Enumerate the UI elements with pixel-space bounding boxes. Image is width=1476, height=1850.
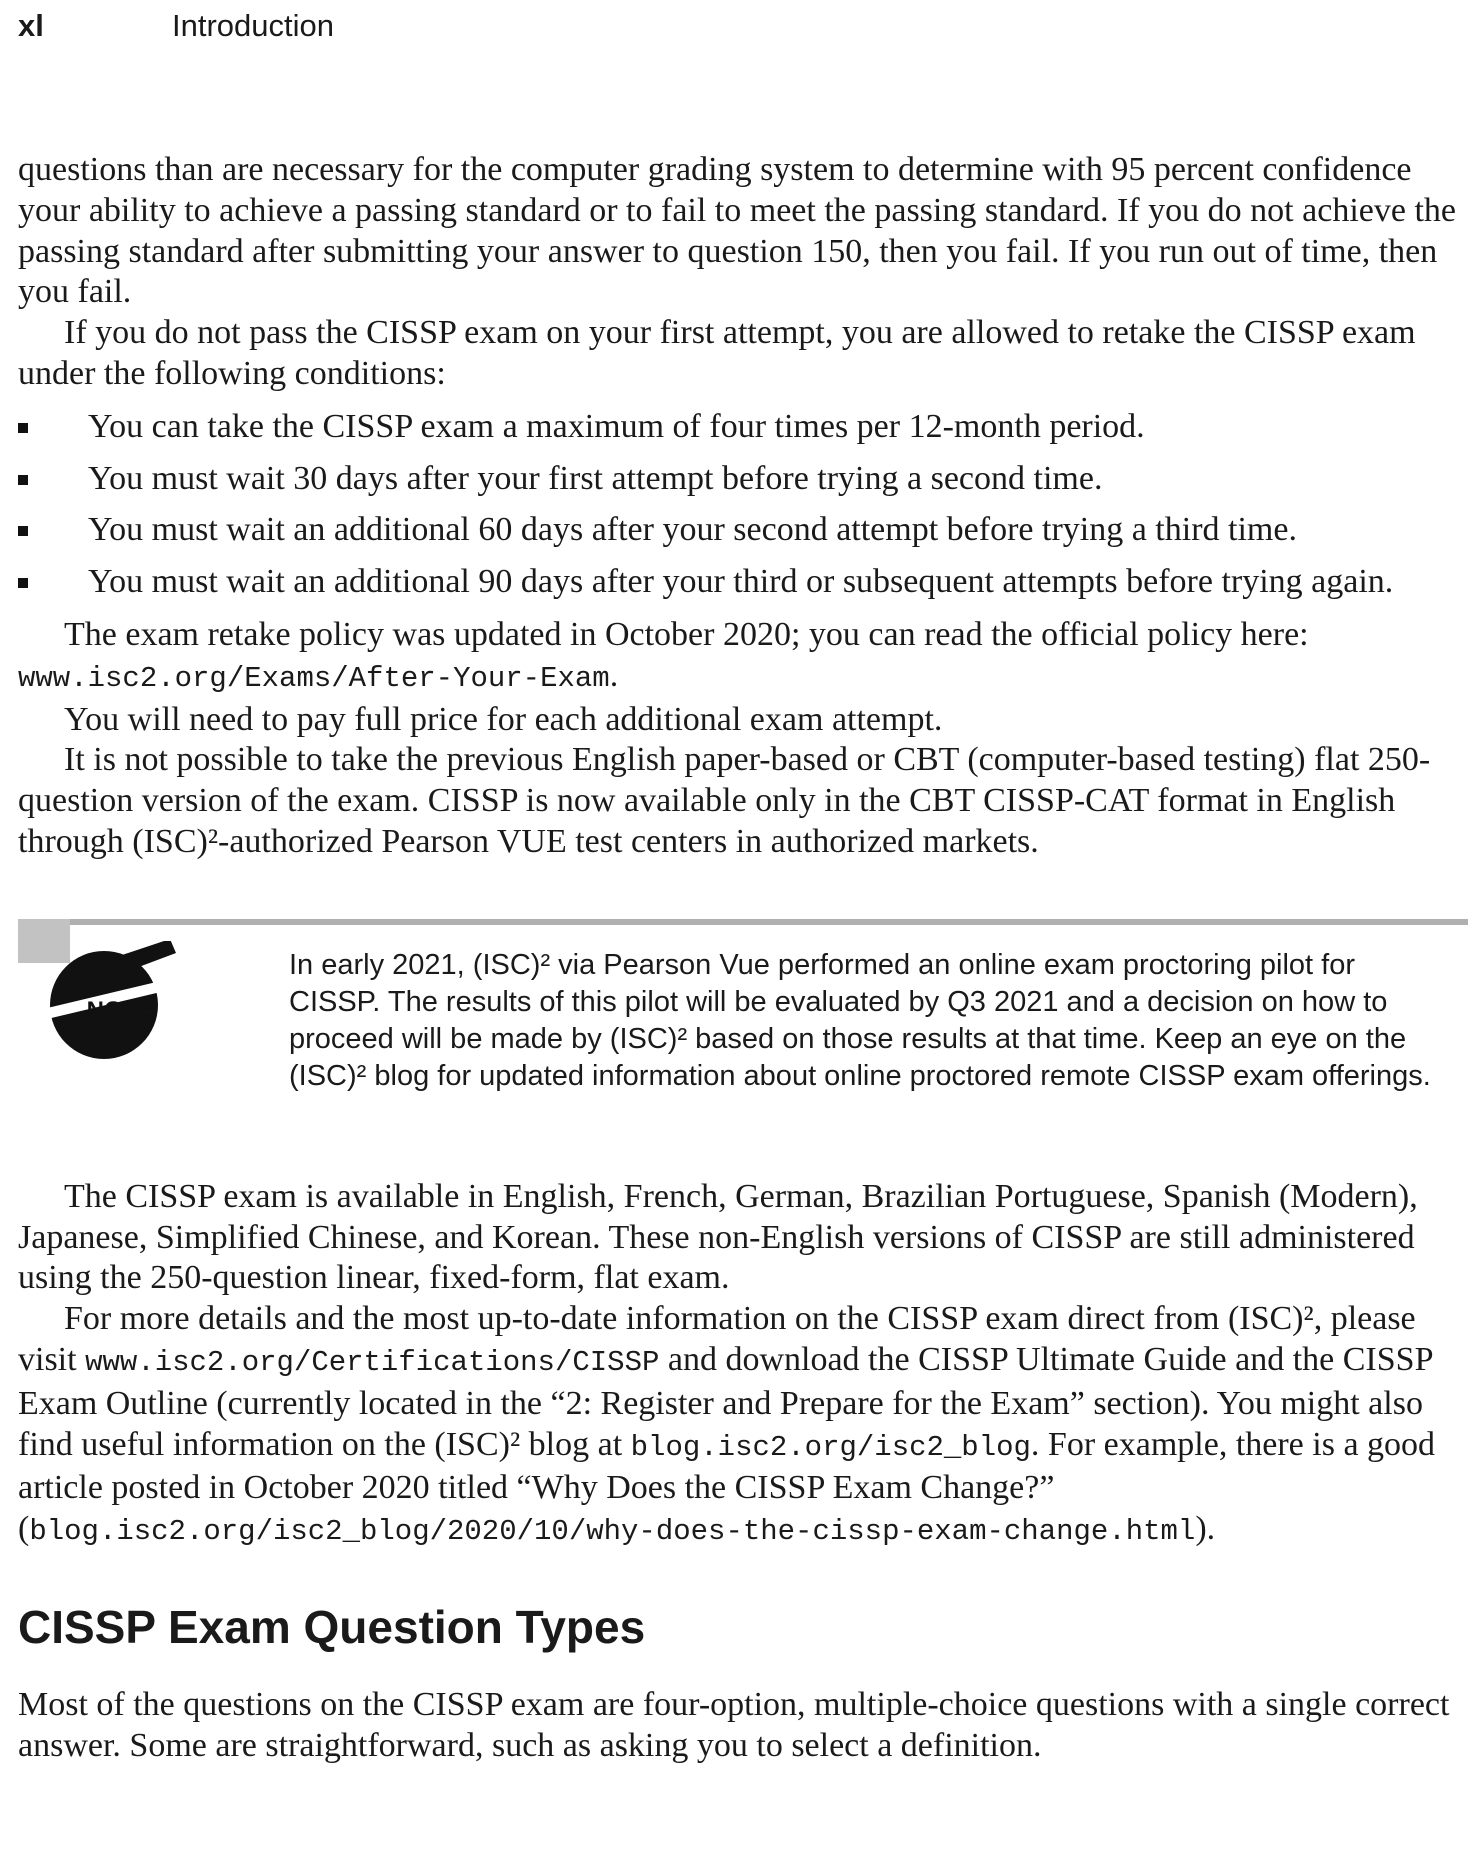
text-span: For more details and the most up-to-date information on the CISSP exam direct from (ISC)², please visit: [18, 1300, 1416, 1378]
url-link[interactable]: blog.isc2.org/isc2_blog/2020/10/why-does-the-cissp-exam-change.html: [29, 1515, 1196, 1549]
note-label: NOTE: [86, 996, 154, 1024]
list-item: You must wait an additional 90 days after your third or subsequent attempts before trying again.: [18, 562, 1458, 603]
url-link[interactable]: www.isc2.org/Certifications/CISSP: [85, 1345, 660, 1379]
url-link[interactable]: www.isc2.org/Exams/After-Your-Exam: [18, 661, 610, 695]
text-span: The exam retake policy was updated in October 2020; you can read the official policy here:: [64, 615, 1309, 653]
note-top-rule: [60, 919, 1468, 925]
paragraph: You will need to pay full price for each additional exam attempt.: [64, 700, 943, 738]
page-number: xl: [18, 8, 44, 43]
list-item: You must wait 30 days after your first attempt before trying a second time.: [18, 459, 1458, 500]
paragraph: Most of the questions on the CISSP exam are four-option, multiple-choice questions with a single correct answer. Some are straightforward, such as asking you to select a definition.: [18, 1685, 1450, 1764]
paragraph: It is not possible to take the previous English paper-based or CBT (computer-based testing) flat 250-question version of the exam. CISSP is now available only in the CBT CISSP-CAT format in English through (ISC)²-authorized Pearson VUE test centers in authorized markets.: [18, 741, 1431, 860]
text-span: ).: [1195, 1510, 1216, 1548]
paragraph: The CISSP exam is available in English, French, German, Brazilian Portuguese, Spanish (Modern), Japanese, Simplified Chinese, and Korean. These non-English versions of CISSP are still administered using the 250-question linear, fixed-form, flat exam.: [18, 1177, 1418, 1297]
paragraph: [18, 1299, 1458, 1553]
list-item: You must wait an additional 60 days after your second attempt before trying a third time.: [18, 510, 1458, 551]
url-link[interactable]: blog.isc2.org/isc2_blog: [630, 1430, 1031, 1464]
body-text: [18, 150, 1458, 1767]
section-title: Introduction: [172, 8, 334, 43]
text-span: .: [609, 656, 619, 694]
retake-conditions-list: [18, 407, 1458, 603]
note-icon: [18, 941, 198, 1061]
paragraph: If you do not pass the CISSP exam on your first attempt, you are allowed to retake the CISSP exam under the following conditions:: [18, 314, 1416, 392]
list-item: You can take the CISSP exam a maximum of four times per 12-month period.: [18, 407, 1458, 448]
paragraph: questions than are necessary for the computer grading system to determine with 95 percent confidence your ability to achieve a passing standard or to fail to meet the passing standard. If you do not achieve the passing standard after submitting your answer to question 150, then you fail. If you run out of time, then you fail.: [18, 151, 1456, 311]
note-text: In early 2021, (ISC)² via Pearson Vue performed an online exam proctoring pilot for CISSP. The results of this pilot will be evaluated by Q3 2021 and a decision on how to proceed will be made by (ISC)² based on those results at that time. Keep an eye on the (ISC)² blog for updated information about online proctored remote CISSP exam offerings.: [289, 948, 1431, 1093]
text-span: and download the CISSP Ultimate Guide and the CISSP Exam Outline (currently located in the “2: Register and Prepare for the Exam” section). You might also find useful information on the (ISC)² blog at: [18, 1340, 1433, 1463]
text-span: . For example, there is a good article posted in October 2020 titled “Why Does the CISSP Exam Change?” (: [18, 1425, 1436, 1548]
paragraph: [18, 615, 1458, 700]
section-heading: CISSP Exam Question Types: [18, 1600, 646, 1653]
note-box: [18, 919, 1458, 1127]
